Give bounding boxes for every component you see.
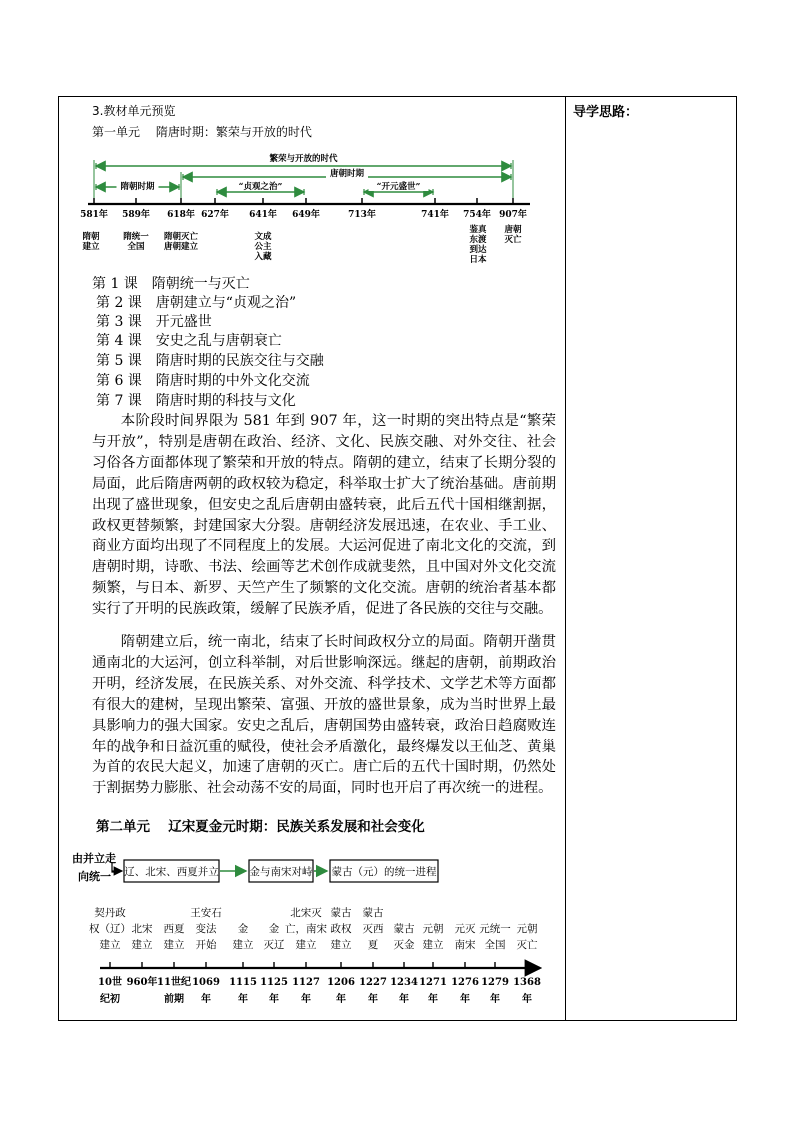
unit2-date-label: 年 bbox=[522, 994, 532, 1005]
span-prosperity-label: 繁荣与开放的时代 bbox=[269, 154, 338, 164]
unit2-event-label: 变法 bbox=[195, 923, 217, 935]
unit2-date-label: 年 bbox=[301, 994, 311, 1005]
unit1-year-label: 713年 bbox=[348, 210, 376, 220]
section-heading: 3.教材单元预览 bbox=[92, 104, 176, 118]
unit2-date-label: 10世 bbox=[98, 977, 122, 988]
span-sui-label: 隋朝时期 bbox=[120, 182, 155, 192]
unit2-event-label: 北宋灭 bbox=[290, 907, 322, 919]
unit1-year-label: 649年 bbox=[292, 210, 320, 220]
unit2-event-label: 建立 bbox=[330, 939, 352, 951]
lesson-item: 第 4 课 安史之乱与唐朝衰亡 bbox=[96, 333, 282, 349]
unit1-year-label: 627年 bbox=[201, 210, 229, 220]
unit2-event-label: 夏 bbox=[367, 939, 379, 951]
unit2-event-label: 建立 bbox=[163, 939, 185, 951]
span-tang-label: 唐朝时期 bbox=[329, 169, 365, 179]
unit1-title: 第一单元 隋唐时期：繁荣与开放的时代 bbox=[92, 125, 312, 139]
unit2-date-label: 1271 bbox=[419, 977, 447, 988]
unit1-event-label: 鉴真 bbox=[469, 225, 487, 235]
unit1-year-label: 618年 bbox=[167, 210, 195, 220]
unit1-event-label: 文成 bbox=[254, 232, 272, 242]
unit2-date-label: 年 bbox=[368, 994, 378, 1005]
lesson-item: 第 7 课 隋唐时期的科技与文化 bbox=[96, 393, 296, 409]
unit1-year-label: 641年 bbox=[249, 210, 277, 220]
unit2-event-label: 灭辽 bbox=[263, 939, 285, 951]
lesson-item: 第 1 课 隋朝统一与灭亡 bbox=[92, 276, 250, 292]
unit1-event-label: 建立 bbox=[82, 242, 100, 252]
unit2-event-label: 元朝 bbox=[422, 923, 444, 935]
unit1-event-label: 东渡 bbox=[469, 235, 487, 245]
unit2-date-label: 年 bbox=[269, 994, 279, 1005]
unit1-paragraph-1: 本阶段时间界限为 581 年到 907 年，这一时期的突出特点是“繁荣与开放”，特别是唐朝在政治、经济、文化、民族交融、对外交往、社会习俗各方面都体现了繁荣和开放的特点。隋朝的建立，结束了长期分裂的局面，此后隋唐两朝的政权较为稳定，科举取士扩大了统治基础。唐前期出现了盛世现象，但安史之乱后唐朝由盛转衰，此后五代十国相继割据，政权更替频繁，封建国家大分裂。唐朝经济发展迅速，在农业、手工业、商业方面均出现了不同程度上的发展。大运河促进了南北文化的交流，到唐朝时期，诗歌、书法、绘画等艺术创作成就斐然，且中国对外文化交流频繁，与日本、新罗、天竺产生了频繁的文化交流。唐朝的统治者基本都实行了开明的民族政策，缓解了民族矛盾，促进了各民族的交往与交融。 bbox=[92, 413, 556, 618]
span-zhenguan-label: “贞观之治” bbox=[238, 182, 283, 192]
unit1-year-label: 741年 bbox=[421, 210, 449, 220]
unit1-year-label: 581年 bbox=[80, 210, 108, 220]
unit2-event-label: 契丹政 bbox=[94, 907, 126, 919]
unit2-date-label: 1125 bbox=[260, 977, 288, 988]
unit2-event-label: 金 bbox=[268, 923, 280, 935]
unit2-event-label: 开始 bbox=[195, 939, 217, 951]
unit2-event-label: 蒙古 bbox=[330, 907, 352, 919]
unit2-event-label: 灭西 bbox=[362, 923, 384, 935]
unit2-event-label: 北宋 bbox=[131, 923, 153, 935]
unit2-event-label: 王安石 bbox=[190, 907, 222, 919]
unit2-date-label: 年 bbox=[490, 994, 500, 1005]
unit1-year-label: 589年 bbox=[122, 210, 150, 220]
unit1-event-label: 隋朝 bbox=[82, 232, 100, 242]
unit2-date-label: 1368 bbox=[513, 977, 541, 988]
unit2-date-label: 年 bbox=[201, 994, 211, 1005]
unit1-year-label: 754年 bbox=[463, 210, 491, 220]
unit1-event-label: 唐朝建立 bbox=[163, 242, 199, 252]
unit2-event-label: 蒙古 bbox=[362, 907, 384, 919]
flow-box-label: 金与南宋对峙 bbox=[249, 866, 313, 878]
unit2-event-label: 西夏 bbox=[163, 923, 185, 935]
unit2-date-label: 1115 bbox=[229, 977, 257, 988]
unit2-date-label: 1069 bbox=[192, 977, 220, 988]
unit2-date-label: 1127 bbox=[292, 977, 320, 988]
guide-heading: 导学思路： bbox=[573, 105, 639, 120]
unit2-event-label: 全国 bbox=[484, 939, 506, 951]
unit2-event-label: 元灭 bbox=[454, 923, 476, 935]
unit2-event-label: 蒙古 bbox=[393, 923, 415, 935]
unit1-event-label: 日本 bbox=[469, 255, 487, 265]
unit2-date-label: 1227 bbox=[359, 977, 387, 988]
flow-box-label: 辽、北宋、西夏并立 bbox=[124, 866, 219, 878]
lesson-item: 第 6 课 隋唐时期的中外文化交流 bbox=[96, 373, 310, 389]
span-kaiyuan-label: “开元盛世” bbox=[376, 182, 421, 192]
unit2-date-label: 960年 bbox=[126, 977, 158, 988]
unit2-title: 第二单元 辽宋夏金元时期：民族关系发展和社会变化 bbox=[96, 819, 425, 835]
unit2-date-label: 11世纪 bbox=[157, 977, 191, 988]
unit2-date-label: 年 bbox=[399, 994, 409, 1005]
unit2-date-label: 年 bbox=[428, 994, 438, 1005]
unit2-date-label: 1234 bbox=[390, 977, 418, 988]
unit1-event-label: 隋朝灭亡 bbox=[163, 232, 199, 242]
unit2-date-label: 前期 bbox=[164, 994, 184, 1005]
unit1-year-label: 907年 bbox=[499, 210, 527, 220]
lesson-item: 第 5 课 隋唐时期的民族交往与交融 bbox=[96, 353, 324, 369]
unit1-event-label: 公主 bbox=[254, 242, 272, 252]
unit2-date-label: 年 bbox=[238, 994, 248, 1005]
unit2-date-label: 纪初 bbox=[100, 994, 120, 1005]
unit2-date-label: 年 bbox=[460, 994, 470, 1005]
unit2-event-label: 建立 bbox=[99, 939, 121, 951]
unit1-paragraph-2: 隋朝建立后，统一南北，结束了长时间政权分立的局面。隋朝开凿贯通南北的大运河，创立科举制，对后世影响深远。继起的唐朝，前期政治开明，经济发展，在民族关系、对外交流、科学技术、文学艺术等方面都有很大的建树，呈现出繁荣、富强、开放的盛世景象，成为当时世界上最具影响力的强大国家。安史之乱后，唐朝国势由盛转衰，政治日趋腐败连年的战争和日益沉重的赋役，使社会矛盾激化，最终爆发以王仙芝、黄巢为首的农民大起义，加速了唐朝的灭亡。唐亡后的五代十国时期，仍然处于割据势力膨胀、社会动荡不安的局面，同时也开启了再次统一的进程。 bbox=[92, 634, 556, 797]
unit2-event-label: 灭金 bbox=[393, 939, 415, 951]
unit2-event-label: 元统一 bbox=[479, 923, 511, 935]
unit1-event-label: 入藏 bbox=[254, 252, 272, 262]
unit2-event-label: 元朝 bbox=[516, 923, 538, 935]
unit2-event-label: 建立 bbox=[295, 939, 317, 951]
unit1-event-label: 隋统一 bbox=[123, 232, 149, 242]
lesson-item: 第 3 课 开元盛世 bbox=[96, 314, 212, 330]
unit2-date-label: 1279 bbox=[481, 977, 509, 988]
unit2-event-label: 政权 bbox=[330, 923, 352, 935]
unit2-event-label: 权（辽） bbox=[89, 923, 131, 935]
unit1-event-label: 唐朝 bbox=[504, 225, 522, 235]
unit2-event-label: 南宋 bbox=[454, 939, 476, 951]
flow-box-label: 蒙古（元）的统一进程 bbox=[331, 866, 437, 878]
flow-lead-line: 由并立走 bbox=[72, 852, 116, 865]
lesson-item: 第 2 课 唐朝建立与“贞观之治” bbox=[96, 295, 297, 311]
unit1-event-label: 灭亡 bbox=[504, 235, 522, 245]
unit2-event-label: 建立 bbox=[422, 939, 444, 951]
unit2-event-label: 灭亡 bbox=[516, 939, 538, 951]
unit2-date-label: 1276 bbox=[451, 977, 479, 988]
unit2-event-label: 金 bbox=[237, 923, 249, 935]
unit1-event-label: 全国 bbox=[127, 242, 145, 252]
unit2-event-label: 亡，南宋 bbox=[285, 923, 327, 935]
unit1-event-label: 到达 bbox=[469, 245, 487, 255]
unit2-date-label: 年 bbox=[336, 994, 346, 1005]
unit2-date-label: 1206 bbox=[327, 977, 355, 988]
unit2-event-label: 建立 bbox=[232, 939, 254, 951]
unit2-event-label: 建立 bbox=[131, 939, 153, 951]
flow-lead-line: 向统一 bbox=[78, 870, 111, 883]
